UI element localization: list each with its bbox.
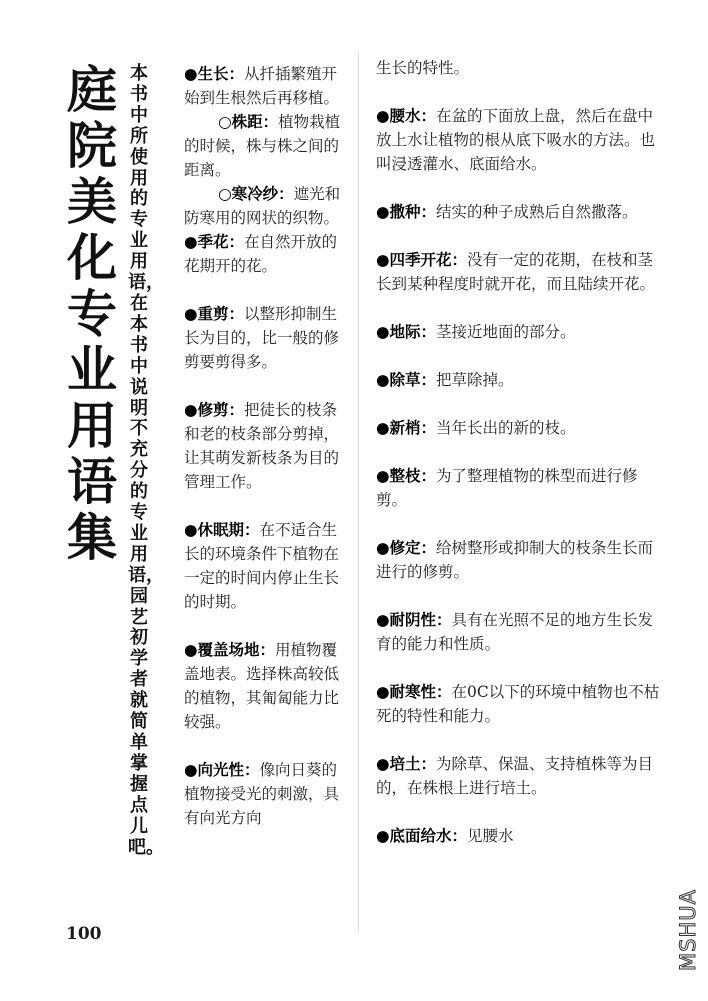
glossary-definition: 茎接近地面的部分。 (436, 323, 576, 341)
glossary-entry (376, 320, 668, 344)
glossary-term: ●耐阴性： (376, 611, 452, 629)
glossary-definition: 以整形抑制生长为目的，比一般的修剪要剪得多。 (184, 305, 340, 371)
title-char: 美 (67, 173, 117, 231)
glossary-definition: 给树整形或抑制大的枝条生长而进行的修剪。 (376, 539, 654, 581)
glossary-entry (184, 110, 352, 182)
glossary-term: ●修剪： (184, 401, 245, 419)
glossary-definition: 像向日葵的植物接受光的刺激，具有向光方向 (184, 761, 340, 827)
glossary-definition: 在盆的下面放上盘，然后在盘中放上水让植物的根从底下吸水的方法。也叫浸透灌水、底面给水。 (376, 107, 656, 173)
glossary-term: ●耐寒性： (376, 683, 452, 701)
glossary-entry (184, 230, 352, 278)
glossary-term: ●重剪： (184, 305, 245, 323)
glossary-entry (184, 638, 352, 734)
glossary-entry (376, 824, 668, 848)
title-char: 用 (67, 397, 117, 455)
glossary-column-right (376, 56, 668, 872)
title-char: 语 (67, 453, 117, 511)
glossary-entry (184, 62, 352, 110)
glossary-definition: 遮光和防寒用的网状的织物。 (184, 185, 341, 227)
glossary-definition: 植物栽植的时候，株与株之间的距离。 (184, 113, 341, 179)
glossary-definition: 具有在光照不足的地方生长发育的能力和性质。 (376, 611, 654, 653)
glossary-definition: 在不适合生长的环境条件下植物在一定的时间内停止生长的时期。 (184, 521, 340, 611)
glossary-definition: 用植物覆盖地表。选择株高较低的植物，其匍匐能力比较强。 (184, 641, 340, 731)
glossary-term: ●休眠期： (184, 521, 260, 539)
glossary-definition: 把草除掉。 (436, 371, 514, 389)
glossary-term: ●培土： (376, 755, 437, 773)
glossary-definition: 当年长出的新的枝。 (436, 419, 576, 437)
glossary-term: ●生长： (184, 65, 245, 83)
glossary-entry (376, 536, 668, 584)
glossary-term: ●修定： (376, 539, 437, 557)
glossary-entry (376, 200, 668, 224)
watermark (676, 880, 700, 980)
glossary-entry (376, 56, 668, 80)
glossary-definition: 为了整理植物的株型而进行修剪。 (376, 467, 638, 509)
glossary-entry (184, 398, 352, 494)
glossary-definition: 在自然开放的花期开的花。 (184, 233, 338, 275)
column-divider (358, 52, 359, 932)
glossary-entry (376, 464, 668, 512)
glossary-term: ●四季开花： (376, 251, 468, 269)
glossary-entry (376, 416, 668, 440)
glossary-entry (376, 248, 668, 296)
glossary-definition: 把徒长的枝条和老的枝条部分剪掉，让其萌发新枝条为目的管理工作。 (184, 401, 340, 491)
glossary-entry (376, 368, 668, 392)
title-char: 院 (67, 117, 117, 175)
glossary-entry (184, 302, 352, 374)
glossary-entry (376, 752, 668, 800)
glossary-term: ●季花： (184, 233, 245, 251)
watermark-text: MSHUA (676, 889, 700, 971)
glossary-column-left (184, 62, 352, 854)
glossary-entry (184, 758, 352, 830)
glossary-definition: 没有一定的花期，在枝和茎长到某种程度时就开花，而且陆续开花。 (376, 251, 656, 293)
intro-text: 本书中所使用的专业用语，在本书中说明不充分的专业用语，园艺初学者就简单掌握点儿吧。 (128, 63, 164, 858)
glossary-term: ○寒冷纱： (218, 185, 294, 203)
glossary-definition: 见腰水 (467, 827, 514, 845)
glossary-definition: 结实的种子成熟后自然撒落。 (436, 203, 638, 221)
glossary-definition: 在0C以下的环境中植物也不枯死的特性和能力。 (376, 683, 660, 725)
glossary-entry (184, 182, 352, 230)
glossary-term: ●地际： (376, 323, 437, 341)
glossary-entry (376, 608, 668, 656)
glossary-term: ●新梢： (376, 419, 437, 437)
glossary-term: ●底面给水： (376, 827, 468, 845)
title-char: 专 (67, 285, 117, 343)
glossary-definition: 生长的特性。 (376, 59, 470, 77)
title-char: 庭 (67, 61, 117, 119)
glossary-definition: 为除草、保温、支持植株等为目的，在株根上进行培土。 (376, 755, 654, 797)
glossary-entry (376, 680, 668, 728)
glossary-term: ●覆盖场地： (184, 641, 276, 659)
glossary-term: ●除草： (376, 371, 437, 389)
glossary-term: ●向光性： (184, 761, 260, 779)
page-number: 100 (66, 924, 102, 944)
glossary-entry (184, 518, 352, 614)
glossary-term: ●整枝： (376, 467, 437, 485)
title-char: 业 (67, 341, 117, 399)
glossary-term: ●撒种： (376, 203, 437, 221)
title-char: 集 (67, 509, 117, 567)
glossary-term: ●腰水： (376, 107, 437, 125)
glossary-entry (376, 104, 668, 176)
glossary-term: ○株距： (218, 113, 279, 131)
glossary-definition: 从扦插繁殖开始到生根然后再移植。 (184, 65, 340, 107)
title-char: 化 (67, 229, 117, 287)
page-title (62, 62, 122, 566)
